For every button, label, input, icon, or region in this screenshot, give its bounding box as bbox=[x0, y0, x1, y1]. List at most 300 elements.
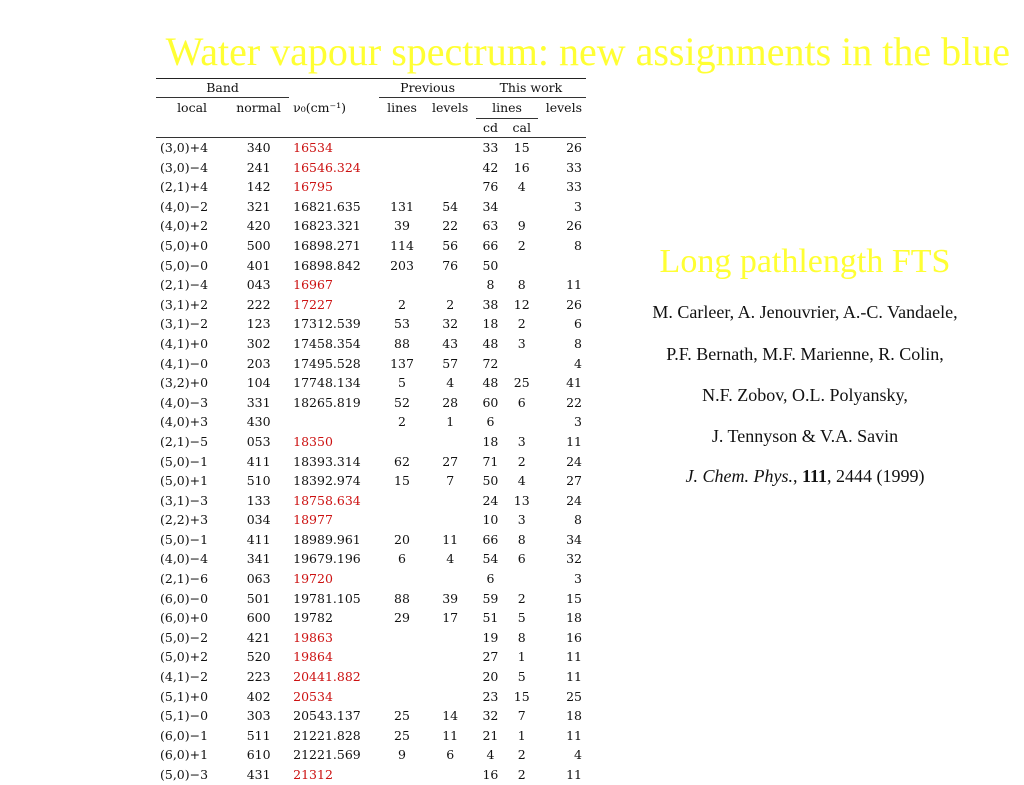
table-row bbox=[156, 275, 586, 295]
cell-normal: 411 bbox=[246, 531, 271, 547]
cell-local: (2,1)−4 bbox=[160, 277, 209, 293]
cell-cl: 33 bbox=[482, 140, 499, 155]
cell-normal: 520 bbox=[246, 649, 271, 665]
cell-tv: 26 bbox=[566, 218, 582, 234]
cell-nu: 20543.137 bbox=[293, 708, 361, 724]
table-row bbox=[156, 510, 586, 530]
table-row bbox=[156, 608, 586, 628]
cell-local: (5,1)+0 bbox=[160, 688, 209, 704]
cell-pv: 76 bbox=[442, 257, 459, 273]
cell-ca: 2 bbox=[517, 453, 526, 469]
cell-pv bbox=[425, 275, 476, 295]
cell-normal: 203 bbox=[246, 355, 271, 371]
cell-nu: 19781.105 bbox=[293, 590, 361, 606]
cell-pl bbox=[379, 138, 424, 158]
citation-sep: , bbox=[792, 466, 802, 486]
cell-local: (2,1)+4 bbox=[160, 179, 209, 195]
cell-pv: 22 bbox=[442, 218, 459, 234]
cell-nu: 19679.196 bbox=[293, 551, 361, 567]
cell-pl: 52 bbox=[394, 394, 410, 410]
cell-normal: 510 bbox=[246, 473, 271, 489]
cell-pl: 15 bbox=[394, 473, 410, 489]
cell-nu: 16967 bbox=[293, 277, 333, 293]
cell-normal: 303 bbox=[246, 708, 271, 724]
cell-tv: 8 bbox=[574, 237, 582, 253]
cell-normal: 043 bbox=[246, 277, 271, 293]
table-row bbox=[156, 667, 586, 687]
cell-tv: 16 bbox=[566, 629, 582, 645]
cell-nu: 16546.324 bbox=[293, 159, 361, 175]
cell-pl bbox=[379, 569, 424, 589]
group-header-previous: Previous bbox=[379, 79, 475, 98]
cell-normal: 500 bbox=[246, 237, 271, 253]
col-header-obs: cd bbox=[482, 120, 498, 135]
cell-pv bbox=[425, 647, 476, 667]
cell-pv: 32 bbox=[442, 316, 459, 332]
cell-normal: 223 bbox=[246, 669, 271, 685]
cell-pl: 2 bbox=[398, 414, 406, 430]
cell-cl: 72 bbox=[482, 355, 499, 371]
col-header-tw-lines: lines bbox=[476, 98, 539, 119]
table-row bbox=[156, 393, 586, 413]
cell-normal: 053 bbox=[246, 433, 271, 449]
cell-cl: 76 bbox=[482, 179, 499, 195]
cell-pl: 62 bbox=[394, 453, 410, 469]
cell-pl: 25 bbox=[394, 708, 410, 724]
table-row bbox=[156, 549, 586, 569]
cell-normal: 302 bbox=[246, 335, 271, 351]
cell-normal: 123 bbox=[246, 316, 271, 332]
table-row bbox=[156, 236, 586, 256]
cell-ca: 3 bbox=[517, 335, 526, 351]
cell-ca: 2 bbox=[517, 590, 526, 606]
cell-cl: 51 bbox=[482, 610, 499, 626]
table-row bbox=[156, 216, 586, 236]
cell-pl: 88 bbox=[394, 335, 410, 351]
cell-cl: 48 bbox=[482, 335, 499, 351]
table-row bbox=[156, 138, 586, 158]
cell-pl: 29 bbox=[394, 610, 410, 626]
cell-cl: 27 bbox=[482, 649, 499, 665]
cell-normal: 321 bbox=[246, 198, 271, 214]
cell-ca: 5 bbox=[517, 610, 526, 626]
cell-normal: 133 bbox=[246, 492, 271, 508]
cell-ca: 15 bbox=[513, 140, 530, 155]
cell-cl: 18 bbox=[482, 316, 499, 332]
cell-ca bbox=[505, 412, 538, 432]
cell-ca: 4 bbox=[517, 473, 526, 489]
cell-normal: 341 bbox=[246, 551, 271, 567]
cell-pl: 114 bbox=[390, 237, 414, 253]
cell-ca: 1 bbox=[517, 649, 526, 665]
cell-local: (3,2)+0 bbox=[160, 375, 209, 391]
citation-volume: 111 bbox=[801, 466, 827, 486]
table-row bbox=[156, 628, 586, 648]
cell-local: (4,0)−4 bbox=[160, 551, 209, 567]
cell-tv: 11 bbox=[566, 669, 582, 685]
cell-cl: 38 bbox=[482, 296, 499, 312]
cell-ca: 3 bbox=[517, 512, 526, 528]
cell-tv bbox=[538, 256, 586, 276]
cell-normal: 402 bbox=[246, 688, 271, 704]
cell-pv bbox=[425, 687, 476, 707]
cell-cl: 48 bbox=[482, 375, 499, 391]
cell-local: (4,0)−3 bbox=[160, 394, 209, 410]
cell-pl bbox=[379, 275, 424, 295]
group-header-this-work: This work bbox=[476, 79, 586, 98]
cell-normal: 411 bbox=[246, 453, 271, 469]
cell-nu: 20534 bbox=[293, 688, 333, 704]
cell-cl: 63 bbox=[482, 218, 499, 234]
cell-normal: 241 bbox=[246, 159, 271, 175]
cell-nu bbox=[289, 412, 379, 432]
cell-ca: 8 bbox=[517, 531, 526, 547]
cell-nu: 17748.134 bbox=[293, 375, 361, 391]
cell-pv: 56 bbox=[442, 237, 459, 253]
cell-pl bbox=[379, 491, 424, 511]
cell-local: (4,0)+2 bbox=[160, 218, 209, 234]
cell-pl: 39 bbox=[394, 218, 410, 234]
cell-pl: 131 bbox=[390, 198, 414, 214]
cell-nu: 16821.635 bbox=[293, 198, 361, 214]
cell-ca: 1 bbox=[517, 727, 526, 743]
cell-tv: 11 bbox=[566, 727, 582, 743]
cell-nu: 18393.314 bbox=[293, 453, 361, 469]
cell-tv: 32 bbox=[566, 551, 582, 567]
table-row bbox=[156, 471, 586, 491]
cell-ca: 12 bbox=[513, 296, 530, 312]
cell-cl: 42 bbox=[482, 159, 499, 175]
cell-local: (6,0)−0 bbox=[160, 590, 209, 606]
cell-pv: 14 bbox=[442, 708, 459, 724]
cell-pl: 53 bbox=[394, 316, 410, 332]
cell-nu: 16898.271 bbox=[293, 237, 361, 253]
cell-pv: 27 bbox=[442, 453, 459, 469]
cell-normal: 511 bbox=[246, 727, 271, 743]
cell-pl: 2 bbox=[398, 296, 406, 312]
cell-cl: 21 bbox=[482, 727, 499, 743]
table-row bbox=[156, 491, 586, 511]
cell-nu: 21221.569 bbox=[293, 747, 361, 763]
cell-nu: 19782 bbox=[293, 610, 333, 626]
table-row bbox=[156, 452, 586, 472]
cell-tv: 18 bbox=[566, 708, 582, 724]
cell-normal: 034 bbox=[246, 512, 271, 528]
cell-normal: 600 bbox=[246, 610, 271, 626]
cell-nu: 18392.974 bbox=[293, 473, 361, 489]
cell-cl: 66 bbox=[482, 237, 499, 253]
cell-normal: 222 bbox=[246, 296, 271, 312]
cell-ca: 8 bbox=[517, 629, 526, 645]
cell-local: (2,1)−6 bbox=[160, 571, 209, 587]
cell-normal: 610 bbox=[246, 747, 271, 763]
cell-pl bbox=[379, 628, 424, 648]
author-line-2: P.F. Bernath, M.F. Marienne, R. Colin, bbox=[666, 344, 944, 364]
cell-tv: 26 bbox=[566, 296, 582, 312]
table-row bbox=[156, 177, 586, 197]
cell-pl bbox=[379, 687, 424, 707]
cell-tv: 15 bbox=[566, 590, 582, 606]
cell-tv: 3 bbox=[574, 571, 582, 587]
cell-nu: 17458.354 bbox=[293, 335, 361, 351]
cell-ca: 2 bbox=[517, 237, 526, 253]
cell-ca: 7 bbox=[517, 708, 526, 724]
cell-cl: 50 bbox=[482, 473, 499, 489]
cell-nu: 18350 bbox=[293, 433, 333, 449]
cell-local: (4,1)−0 bbox=[160, 355, 209, 371]
cell-local: (2,2)+3 bbox=[160, 512, 209, 528]
cell-tv: 26 bbox=[566, 140, 582, 155]
citation-journal: J. Chem. Phys. bbox=[685, 466, 793, 486]
cell-tv: 33 bbox=[566, 179, 582, 195]
cell-local: (2,1)−5 bbox=[160, 433, 209, 449]
cell-nu: 16823.321 bbox=[293, 218, 361, 234]
cell-cl: 34 bbox=[482, 198, 499, 214]
cell-pv: 2 bbox=[446, 296, 455, 312]
table-row bbox=[156, 432, 586, 452]
cell-pv bbox=[425, 158, 476, 178]
cell-nu: 21221.828 bbox=[293, 727, 361, 743]
cell-local: (4,1)−2 bbox=[160, 669, 209, 685]
cell-ca: 16 bbox=[513, 159, 530, 175]
cell-pv: 54 bbox=[442, 198, 459, 214]
cell-ca: 5 bbox=[517, 669, 526, 685]
cell-pv: 7 bbox=[446, 473, 455, 489]
col-header-prev-levels: levels bbox=[432, 100, 469, 116]
cell-nu: 18989.961 bbox=[293, 531, 361, 547]
cell-cl: 6 bbox=[486, 414, 495, 430]
cell-ca: 2 bbox=[517, 767, 526, 782]
cell-local: (6,0)−1 bbox=[160, 727, 209, 743]
author-line-4: J. Tennyson & V.A. Savin bbox=[711, 426, 899, 446]
table-row bbox=[156, 197, 586, 217]
cell-local: (3,1)+2 bbox=[160, 296, 209, 312]
cell-cl: 19 bbox=[482, 629, 499, 645]
cell-local: (4,0)+3 bbox=[160, 414, 209, 430]
cell-local: (3,1)−2 bbox=[160, 316, 209, 332]
cell-tv: 8 bbox=[574, 512, 582, 528]
cell-tv: 11 bbox=[566, 767, 582, 782]
cell-normal: 501 bbox=[246, 590, 271, 606]
cell-local: (5,0)−0 bbox=[160, 257, 209, 273]
cell-normal: 431 bbox=[246, 767, 271, 782]
cell-local: (6,0)+1 bbox=[160, 747, 209, 763]
cell-local: (5,0)+0 bbox=[160, 237, 209, 253]
cell-ca: 4 bbox=[517, 179, 526, 195]
cell-tv: 34 bbox=[566, 531, 582, 547]
cell-pv: 4 bbox=[446, 551, 455, 567]
cell-cl: 50 bbox=[482, 257, 499, 273]
cell-normal: 104 bbox=[246, 375, 271, 391]
cell-pv: 43 bbox=[442, 335, 459, 351]
cell-pl bbox=[379, 158, 424, 178]
author-line-1: M. Carleer, A. Jenouvrier, A.-C. Vandaele, bbox=[652, 302, 958, 322]
cell-cl: 18 bbox=[482, 433, 499, 449]
table-row bbox=[156, 687, 586, 707]
cell-local: (4,0)−2 bbox=[160, 198, 209, 214]
cell-pl: 203 bbox=[390, 257, 414, 273]
cell-cl: 4 bbox=[486, 747, 495, 763]
cell-pv: 1 bbox=[446, 414, 455, 430]
cell-pv bbox=[425, 628, 476, 648]
cell-cl: 66 bbox=[482, 531, 499, 547]
cell-nu: 19720 bbox=[293, 571, 333, 587]
cell-pl bbox=[379, 510, 424, 530]
cell-pv bbox=[425, 138, 476, 158]
cell-local: (3,0)+4 bbox=[160, 140, 209, 155]
cell-pl: 9 bbox=[398, 747, 406, 763]
cell-local: (5,1)−0 bbox=[160, 708, 209, 724]
table-row bbox=[156, 726, 586, 746]
cell-pl bbox=[379, 647, 424, 667]
cell-pv bbox=[425, 667, 476, 687]
cell-ca bbox=[505, 354, 538, 374]
table-row bbox=[156, 373, 586, 393]
cell-tv: 11 bbox=[566, 277, 582, 293]
cell-ca: 15 bbox=[513, 688, 530, 704]
table-row bbox=[156, 256, 586, 276]
cell-ca: 25 bbox=[513, 375, 530, 391]
cell-normal: 430 bbox=[246, 414, 271, 430]
cell-ca bbox=[505, 256, 538, 276]
cell-nu: 18265.819 bbox=[293, 394, 361, 410]
cell-nu: 21312 bbox=[293, 767, 333, 782]
cell-cl: 6 bbox=[486, 571, 495, 587]
cell-ca: 6 bbox=[517, 394, 526, 410]
cell-local: (5,0)−2 bbox=[160, 629, 209, 645]
citation bbox=[590, 466, 1020, 486]
cell-pl: 5 bbox=[398, 375, 406, 391]
cell-ca: 6 bbox=[517, 551, 526, 567]
cell-nu: 18758.634 bbox=[293, 492, 361, 508]
cell-tv: 3 bbox=[574, 198, 582, 214]
cell-pv bbox=[425, 432, 476, 452]
table-row bbox=[156, 412, 586, 432]
cell-cl: 10 bbox=[482, 512, 499, 528]
cell-cl: 8 bbox=[486, 277, 495, 293]
cell-normal: 331 bbox=[246, 394, 271, 410]
cell-tv: 3 bbox=[574, 414, 582, 430]
table-row bbox=[156, 569, 586, 589]
cell-cl: 71 bbox=[482, 453, 499, 469]
cell-tv: 4 bbox=[574, 355, 582, 371]
cell-pv: 11 bbox=[442, 727, 459, 743]
cell-pv bbox=[425, 177, 476, 197]
cell-tv: 6 bbox=[574, 316, 582, 332]
col-header-nu: ν₀(cm⁻¹) bbox=[293, 100, 346, 115]
table-body bbox=[156, 138, 586, 785]
cell-cl: 32 bbox=[482, 708, 499, 724]
cell-nu: 20441.882 bbox=[293, 669, 361, 685]
cell-pv: 28 bbox=[442, 394, 459, 410]
cell-pv bbox=[425, 569, 476, 589]
cell-local: (3,1)−3 bbox=[160, 492, 209, 508]
table-row bbox=[156, 295, 586, 315]
cell-nu: 19863 bbox=[293, 629, 333, 645]
cell-normal: 142 bbox=[246, 179, 271, 195]
cell-tv: 11 bbox=[566, 433, 582, 449]
cell-tv: 33 bbox=[566, 159, 582, 175]
table-row bbox=[156, 589, 586, 609]
band-assignment-table bbox=[156, 78, 586, 785]
cell-local: (4,1)+0 bbox=[160, 335, 209, 351]
cell-cl: 59 bbox=[482, 590, 499, 606]
cell-local: (6,0)+0 bbox=[160, 610, 209, 626]
col-header-prev-lines: lines bbox=[387, 100, 417, 116]
cell-nu: 17495.528 bbox=[293, 355, 361, 371]
table-row bbox=[156, 745, 586, 765]
table-row bbox=[156, 158, 586, 178]
cell-normal: 401 bbox=[246, 257, 271, 273]
cell-pl: 6 bbox=[398, 551, 406, 567]
cell-ca: 3 bbox=[517, 433, 526, 449]
cell-cl: 54 bbox=[482, 551, 499, 567]
cell-tv: 22 bbox=[566, 394, 582, 410]
cell-pl bbox=[379, 177, 424, 197]
cell-cl: 20 bbox=[482, 669, 499, 685]
cell-tv: 11 bbox=[566, 649, 582, 665]
group-header-band: Band bbox=[156, 79, 289, 98]
table-row bbox=[156, 314, 586, 334]
cell-cl: 23 bbox=[482, 688, 499, 704]
cell-tv: 4 bbox=[574, 747, 582, 763]
col-header-local: local bbox=[177, 100, 208, 116]
cell-cl: 16 bbox=[482, 767, 499, 782]
cell-pv: 17 bbox=[442, 610, 459, 626]
cell-local: (5,0)−1 bbox=[160, 453, 209, 469]
cell-ca bbox=[505, 569, 538, 589]
cell-pl bbox=[379, 667, 424, 687]
cell-local: (5,0)−3 bbox=[160, 767, 209, 782]
table-row bbox=[156, 334, 586, 354]
cell-tv: 8 bbox=[574, 335, 582, 351]
cell-pv: 39 bbox=[442, 590, 459, 606]
slide-subtitle: Long pathlength FTS bbox=[659, 243, 951, 280]
cell-pl: 25 bbox=[394, 727, 410, 743]
cell-tv: 24 bbox=[566, 492, 582, 508]
cell-nu: 17227 bbox=[293, 296, 333, 312]
author-line-3: N.F. Zobov, O.L. Polyansky, bbox=[702, 385, 908, 405]
table-row bbox=[156, 647, 586, 667]
cell-tv: 25 bbox=[566, 688, 582, 704]
cell-normal: 063 bbox=[246, 571, 271, 587]
cell-ca bbox=[505, 197, 538, 217]
cell-local: (5,0)+1 bbox=[160, 473, 209, 489]
cell-ca: 9 bbox=[517, 218, 526, 234]
cell-pl: 20 bbox=[394, 531, 410, 547]
table-row bbox=[156, 706, 586, 726]
cell-local: (5,0)−1 bbox=[160, 531, 209, 547]
cell-nu: 16795 bbox=[293, 179, 333, 195]
col-header-normal: normal bbox=[236, 100, 282, 116]
cell-local: (3,0)−4 bbox=[160, 159, 209, 175]
cell-pv: 11 bbox=[442, 531, 459, 547]
col-header-cal: cal bbox=[512, 120, 531, 135]
cell-tv: 18 bbox=[566, 610, 582, 626]
table-row bbox=[156, 354, 586, 374]
cell-nu: 17312.539 bbox=[293, 316, 361, 332]
cell-nu: 19864 bbox=[293, 649, 333, 665]
cell-tv: 27 bbox=[566, 473, 582, 489]
cell-pl: 88 bbox=[394, 590, 410, 606]
cell-ca: 13 bbox=[513, 492, 530, 508]
cell-cl: 24 bbox=[482, 492, 499, 508]
cell-nu: 18977 bbox=[293, 512, 333, 528]
cell-pv: 57 bbox=[442, 355, 459, 371]
cell-normal: 340 bbox=[246, 140, 271, 155]
cell-pv: 6 bbox=[446, 747, 455, 763]
cell-tv: 24 bbox=[566, 453, 582, 469]
